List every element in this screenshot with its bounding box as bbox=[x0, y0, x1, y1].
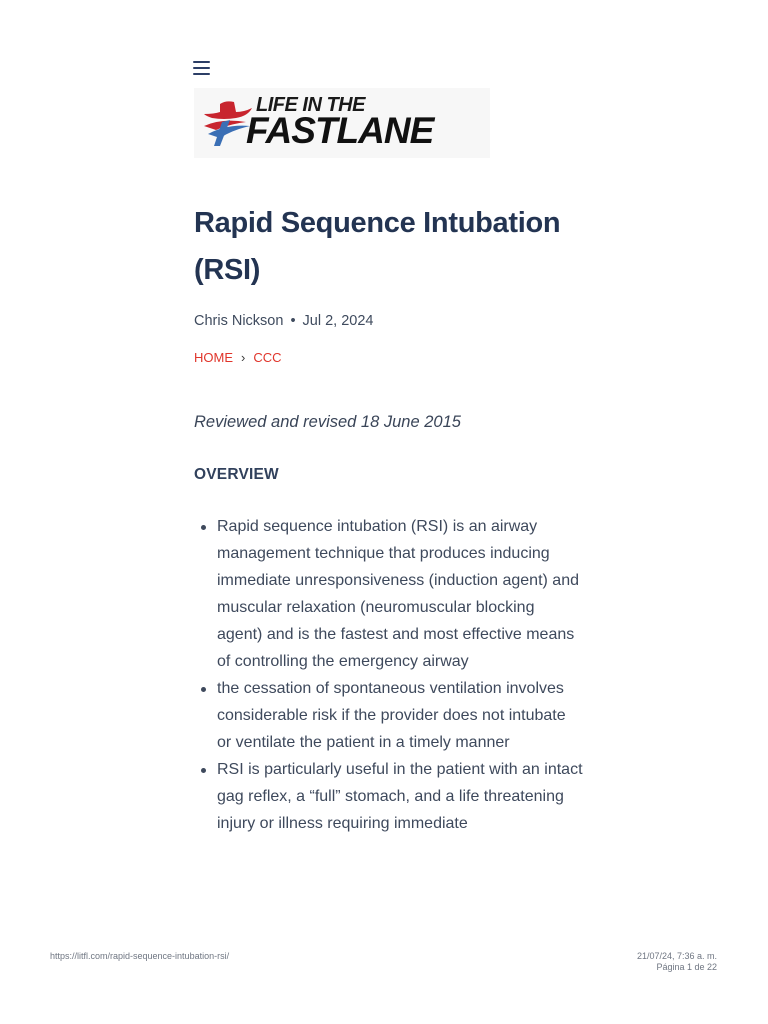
footer-print-info bbox=[637, 951, 717, 973]
article-meta bbox=[194, 313, 373, 329]
footer-url: https://litfl.com/rapid-sequence-intubation-rsi/ bbox=[50, 951, 230, 961]
breadcrumb bbox=[194, 350, 282, 365]
overview-list bbox=[194, 513, 584, 837]
footer-page-number: Página 1 de 22 bbox=[656, 962, 717, 972]
hamburger-menu-icon[interactable] bbox=[192, 59, 212, 77]
revision-note: Reviewed and revised 18 June 2015 bbox=[194, 413, 461, 431]
publish-date: Jul 2, 2024 bbox=[302, 313, 374, 329]
list-item: the cessation of spontaneous ventilation involves considerable risk if the provider does not intubate or ventilate the patient in a timely manner bbox=[194, 675, 584, 756]
chevron-right-icon: › bbox=[241, 350, 246, 365]
section-heading-overview: OVERVIEW bbox=[194, 466, 279, 483]
site-logo[interactable] bbox=[194, 88, 490, 158]
author-name[interactable]: Chris Nickson bbox=[194, 313, 284, 329]
list-item: RSI is particularly useful in the patient with an intact gag reflex, a “full” stomach, and a life threatening injury or illness requiring immediate bbox=[194, 756, 584, 837]
breadcrumb-category-link[interactable]: CCC bbox=[253, 350, 282, 365]
logo-text-top: LIFE IN THE bbox=[256, 94, 365, 116]
list-item: Rapid sequence intubation (RSI) is an airway management technique that produces inducing immediate unresponsiveness (induction agent) and muscular relaxation (neuromuscular blocking agent) and is the fastest and most effective means of controlling the emergency airway bbox=[194, 513, 584, 675]
breadcrumb-home-link[interactable]: HOME bbox=[194, 350, 233, 365]
footer-datetime: 21/07/24, 7:36 a. m. bbox=[636, 951, 717, 961]
page-title: Rapid Sequence Intubation (RSI) bbox=[194, 207, 561, 286]
meta-separator: • bbox=[290, 313, 296, 329]
logo-text-main: FASTLANE bbox=[246, 110, 434, 151]
